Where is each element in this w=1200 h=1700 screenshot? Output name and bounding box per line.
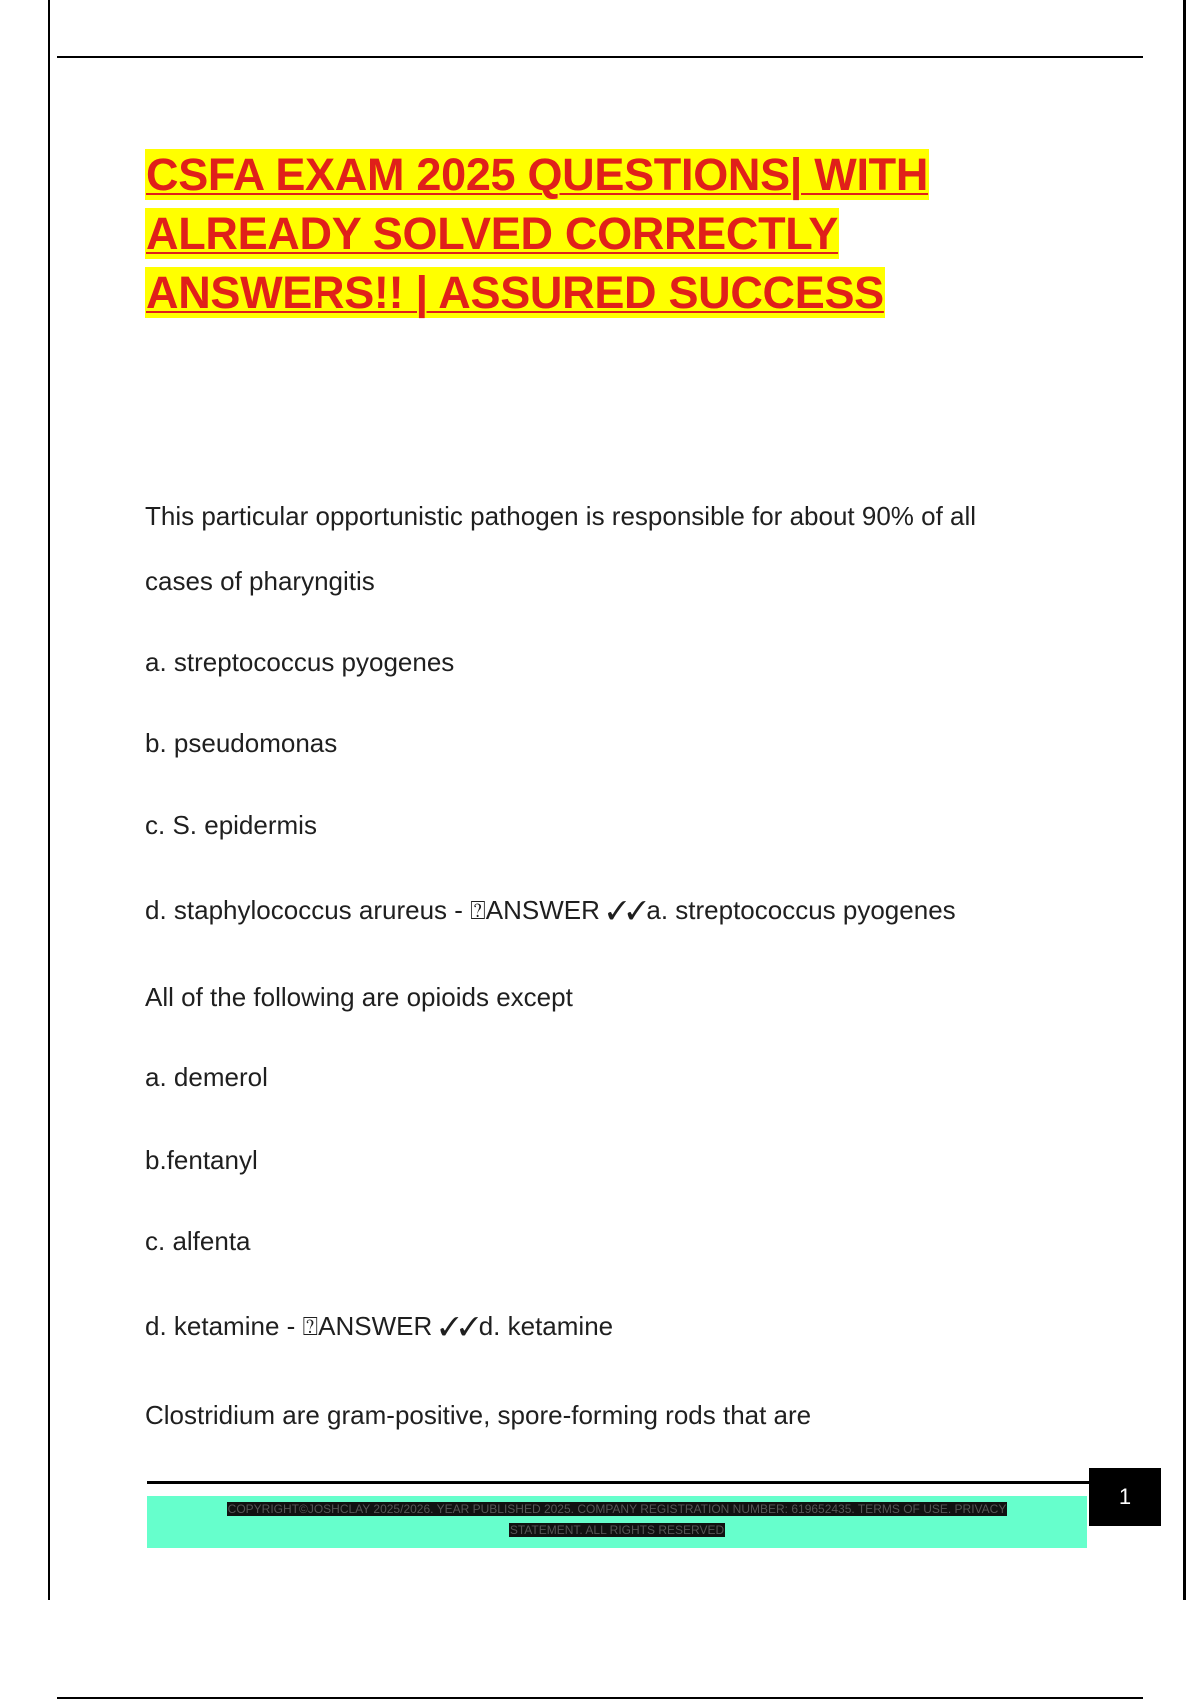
question-2-option-c: c. alfenta xyxy=(145,1226,251,1256)
title-line: ALREADY SOLVED CORRECTLY xyxy=(146,208,839,259)
page-border-left xyxy=(48,0,50,1600)
copyright-line: STATEMENT. ALL RIGHTS RESERVED xyxy=(509,1523,725,1537)
question-3-text: Clostridium are gram-positive, spore-forming rods that are xyxy=(145,1400,812,1430)
document-title xyxy=(145,145,1045,322)
question-2-option-b: b.fentanyl xyxy=(145,1145,258,1175)
next-page-rule xyxy=(57,1697,1143,1699)
copyright-line: COPYRIGHT©JOSHCLAY 2025/2026. YEAR PUBLISHED 2025. COMPANY REGISTRATION NUMBER: 619652435. TERMS OF USE. PRIVACY xyxy=(227,1502,1007,1516)
question-1-option-d-answer: d. staphylococcus arureus - ⍰ANSWER ✓✓a. streptococcus pyogenes xyxy=(145,895,956,925)
question-2-text: All of the following are opioids except xyxy=(145,982,573,1012)
question-1-text-cont: cases of pharyngitis xyxy=(145,566,375,596)
copyright-footer xyxy=(147,1496,1087,1548)
question-1-text: This particular opportunistic pathogen is responsible for about 90% of all xyxy=(145,501,977,531)
question-1-option-a: a. streptococcus pyogenes xyxy=(145,647,455,677)
question-1-option-b: b. pseudomonas xyxy=(145,728,338,758)
header-rule xyxy=(57,56,1143,58)
page-number: 1 xyxy=(1089,1468,1161,1526)
question-2-option-d-answer: d. ketamine - ⍰ANSWER ✓✓d. ketamine xyxy=(145,1311,614,1341)
page-border-right xyxy=(1183,0,1186,1600)
footer-rule xyxy=(147,1481,1090,1484)
title-line: CSFA EXAM 2025 QUESTIONS| WITH xyxy=(146,149,929,200)
question-1-option-c: c. S. epidermis xyxy=(145,810,317,840)
question-2-option-a: a. demerol xyxy=(145,1062,268,1092)
title-line: ANSWERS!! | ASSURED SUCCESS xyxy=(146,267,884,318)
